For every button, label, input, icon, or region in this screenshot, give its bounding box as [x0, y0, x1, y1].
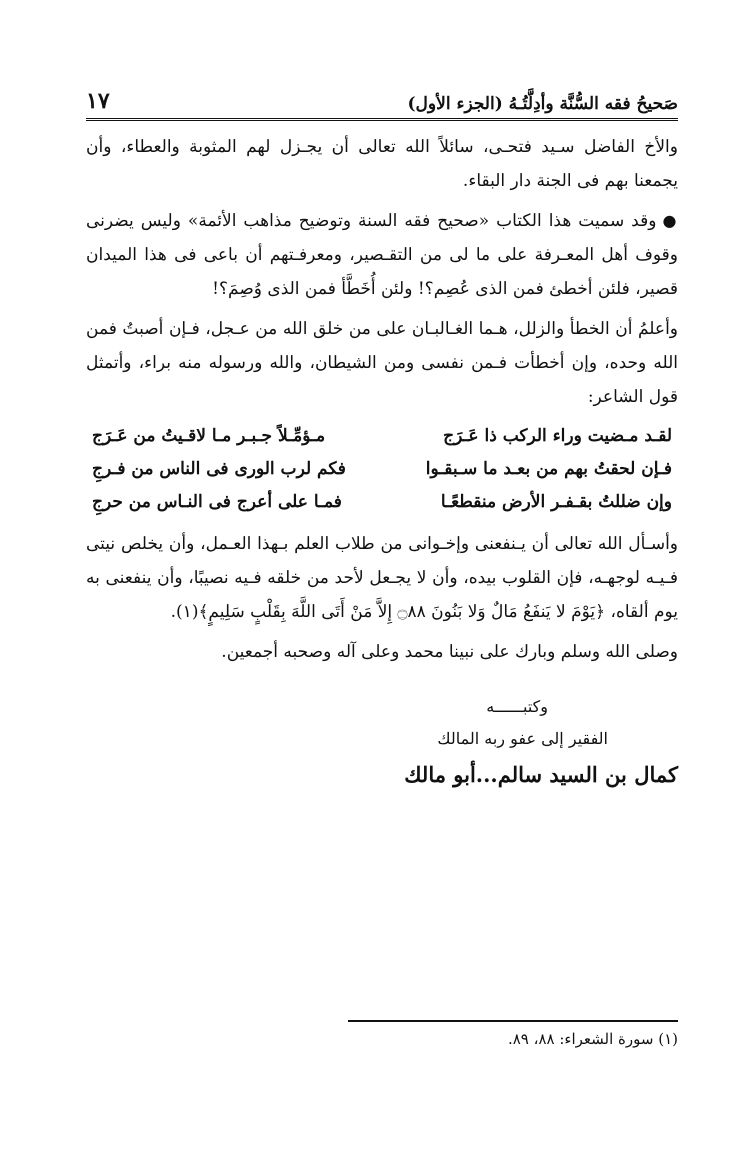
bullet-icon: ● — [662, 211, 678, 230]
poem — [86, 420, 678, 519]
verse-second-hemistich: فكم لرب الورى فى الناس من فـرجِ — [92, 459, 346, 479]
header-title: صَحيحُ فقه السُّنَّة وأدِلَّتُـهُ (الجزء الأول) — [407, 94, 678, 114]
verse-first-hemistich: فـإن لحقتُ بهم من بعـد ما سـبقـوا — [425, 459, 672, 479]
poem-verse — [86, 420, 678, 453]
poem-verse — [86, 486, 678, 519]
signature-name: كمال بن السيد سالم...أبو مالك — [404, 762, 678, 787]
paragraph-2 — [86, 204, 678, 306]
running-header — [86, 82, 678, 121]
poem-verse — [86, 453, 678, 486]
prayer-line: وصلى الله وسلم وبارك على نبينا محمد وعلى آله وصحبه أجمعين. — [221, 642, 678, 662]
signature-wrote: وكتبــــــه — [486, 697, 548, 716]
footnote-divider — [348, 1020, 678, 1022]
verse-first-hemistich: لقـد مـضيت وراء الركب ذا عَـرَج — [443, 426, 672, 446]
signature-block — [86, 691, 678, 795]
paragraph-2-text: وقد سميت هذا الكتاب «صحيح فقه السنة وتوضيح مذاهب الأئمة» وليس يضرنى وقوف أهل المعـرفة على ما لى من التقـصير، ومعرفـتهم أن باعى فى هذا الميدان قصير، فلئن أخطئ فمن الذى عُصِم؟! ولئن أُخَطَّأ فمن الذى وُصِمَ؟! — [86, 211, 678, 299]
verse-second-hemistich: مـؤمِّـلاً جـبـر مـا لاقـيتُ من عَـرَج — [92, 426, 326, 446]
verse-second-hemistich: فمـا على أعرج فى النـاس من حرجِ — [92, 492, 342, 512]
paragraph-3: وأعلمُ أن الخطأ والزلل، هـما الغـالبـان على من خلق الله من عـجل، فـإن أصبتُ فمن الله وحده، وإن أخطأت فـمن نفسى ومن الشيطان، والله ورسوله منه براء، وأتمثل قول الشاعر: — [86, 319, 678, 407]
paragraph-1: والأخ الفاضل سـيد فتحـى، سائلاً الله تعالى أن يجـزل لهم المثوبة والعطاء، وأن يجمعنا بهم فى الجنة دار البقاء. — [86, 137, 678, 191]
page-number: ١٧ — [86, 88, 110, 114]
page-body — [86, 130, 678, 795]
verse-first-hemistich: وإن ضللتُ بقـفـر الأرض منقطعًـا — [440, 492, 672, 512]
signature-title: الفقير إلى عفو ربه المالك — [437, 729, 608, 748]
closing-paragraph: وأسـأل الله تعالى أن يـنفعنى وإخـوانى من طلاب العلم بـهذا العـمل، وأن يخلص نيتى فـيـه لوجهـه، فإن القلوب بيده، وأن لا يجـعل لأحد من خلقه فـيه نصيبًا، وأن ينفعنى به يوم ألقاه، ﴿يَوْمَ لا يَنفَعُ مَالٌ وَلا بَنُونَ ۝٨٨ إِلاَّ مَنْ أَتَى اللَّهَ بِقَلْبٍ سَلِيمٍ﴾(١). — [86, 534, 678, 622]
footnote: (١) سورة الشعراء: ٨٨، ٨٩. — [507, 1030, 678, 1048]
